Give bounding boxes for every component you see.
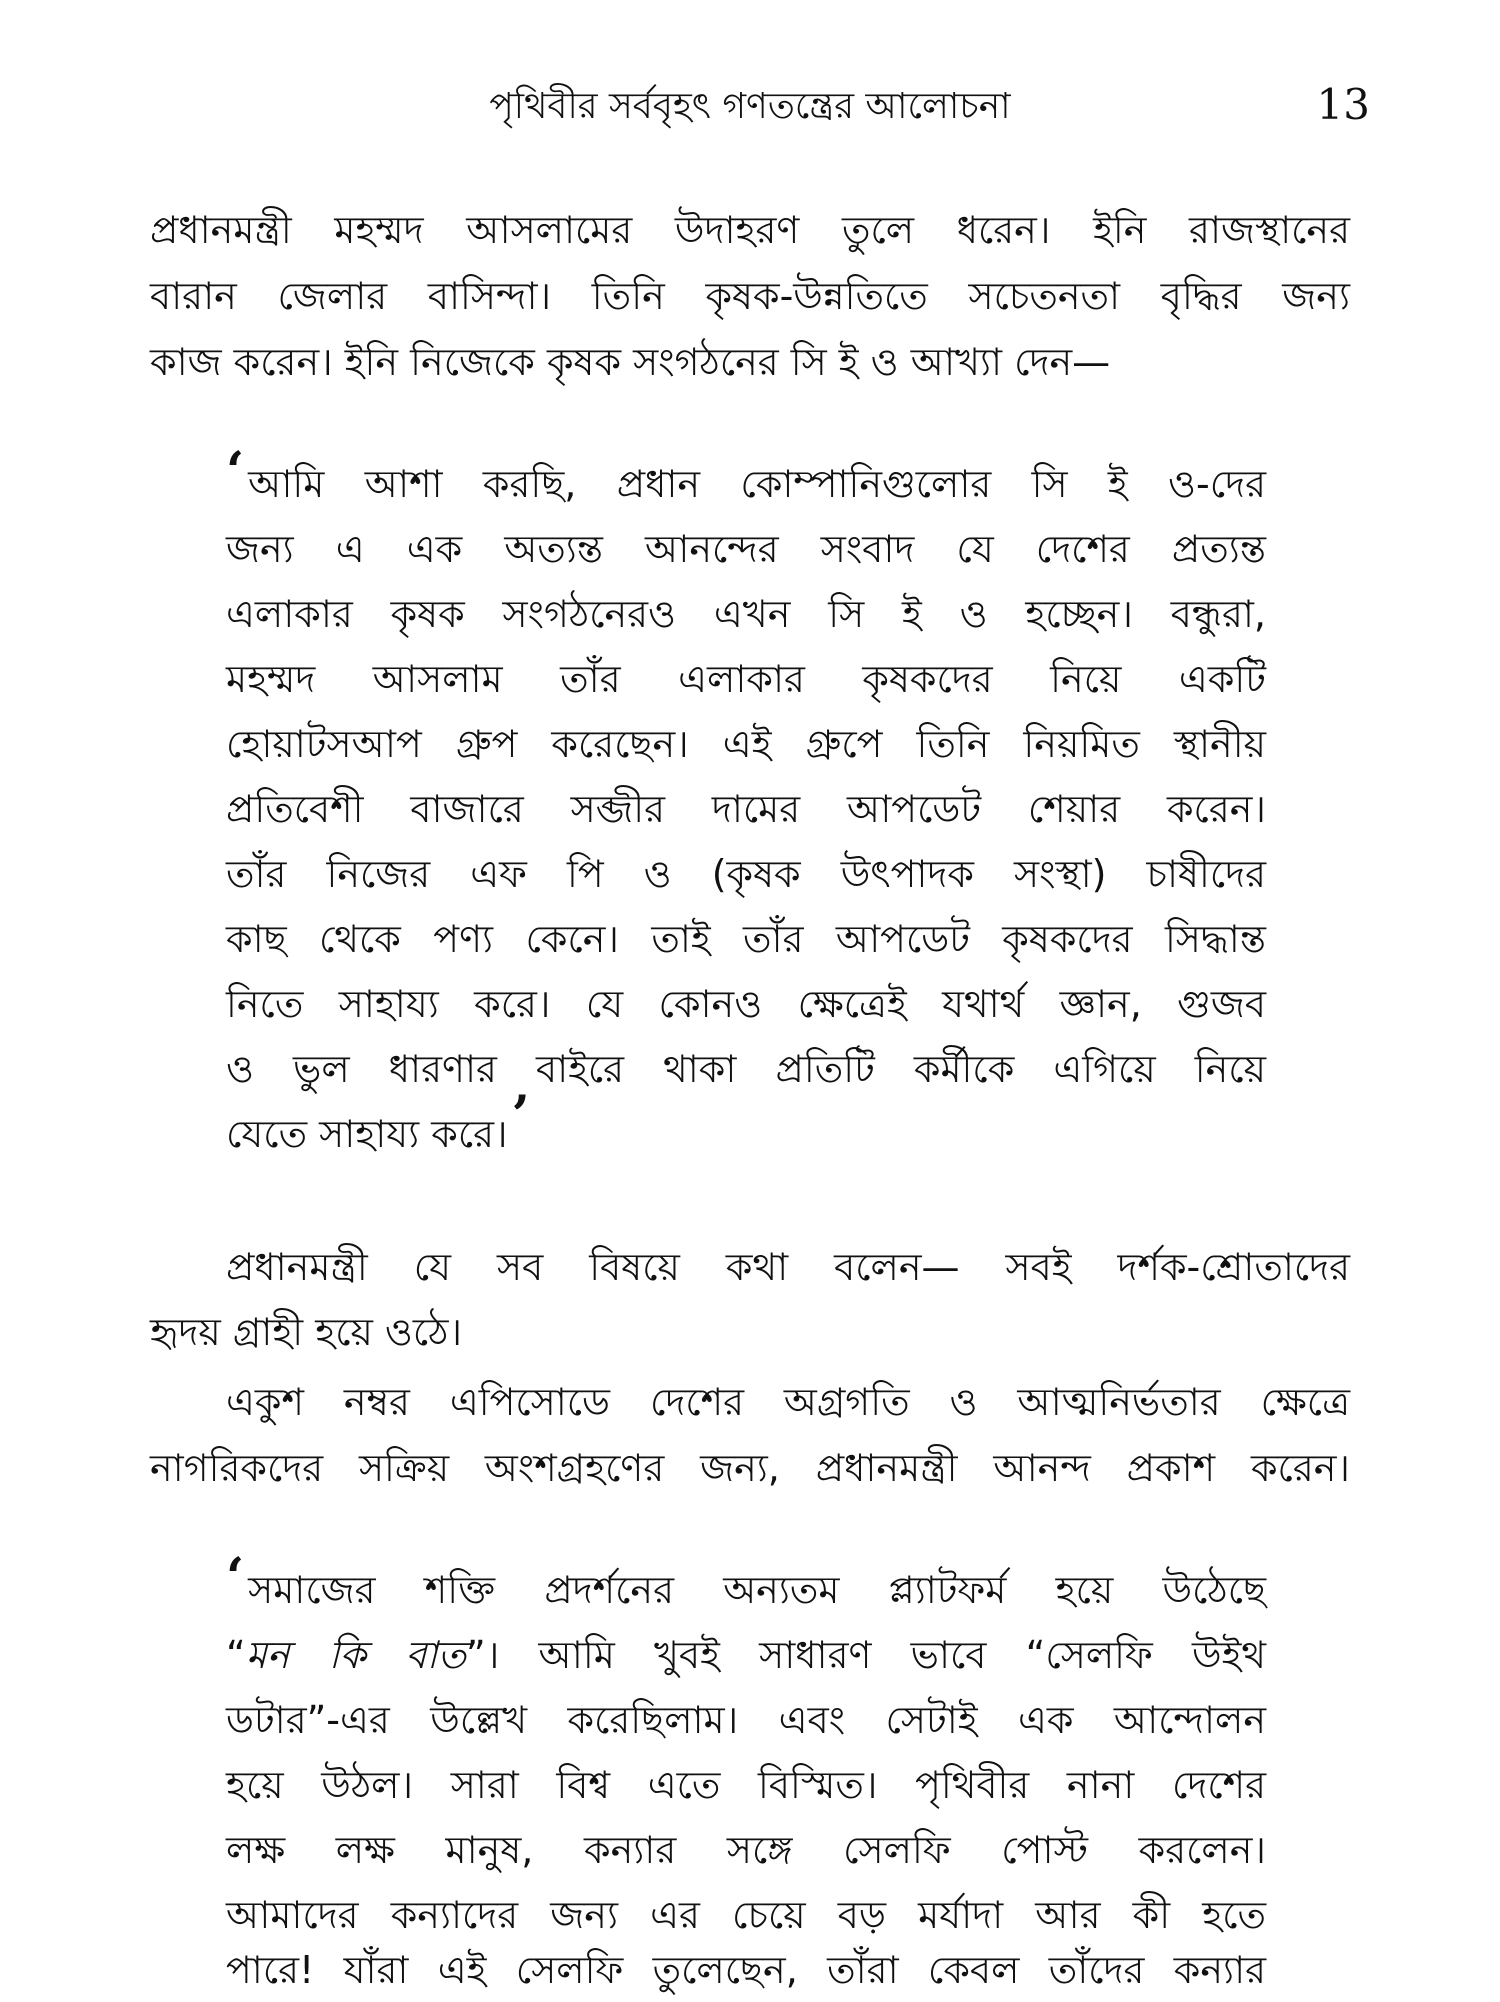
quote-2-line-7: পারে! যাঁরা এই সেলফি তুলেছেন, তাঁরা কেবল তাঁদের কন্যার <box>226 1948 1266 1992</box>
quote-2-line-4: হয়ে উঠল। সারা বিশ্ব এতে বিস্মিত। পৃথিবীর নানা দেশের <box>226 1763 1266 1807</box>
quote-1-line-9: নিতে সাহায্য করে। যে কোনও ক্ষেত্রেই যথার্থ জ্ঞান, গুজব <box>226 982 1266 1026</box>
quote-1-line-6: প্রতিবেশী বাজারে সব্জীর দামের আপডেট শেয়ার করেন। <box>226 787 1266 831</box>
quote-1-line-2: জন্য এ এক অত্যন্ত আনন্দের সংবাদ যে দেশের প্রত্যন্ত <box>226 527 1266 571</box>
paragraph-1-line-2: বারান জেলার বাসিন্দা। তিনি কৃষক-উন্নতিতে সচেতনতা বৃদ্ধির জন্য <box>150 274 1350 318</box>
quote-1-line-4: মহম্মদ আসলাম তাঁর এলাকার কৃষকদের নিয়ে একটি <box>226 657 1266 701</box>
quote-2-open-mark: ‘ <box>226 1547 245 1608</box>
quote-1-line-10: ও ভুল ধারণার বাইরে থাকা প্রতিটি কর্মীকে এগিয়ে নিয়ে <box>226 1047 1266 1091</box>
quote-2-line-2 <box>226 1623 1266 1687</box>
quote-1-close-mark: ’ <box>511 1085 530 1146</box>
quote-1-line-11-text: যেতে সাহায্য করে। <box>226 1112 508 1156</box>
paragraph-3-line-1: একুশ নম্বর এপিসোডে দেশের অগ্রগতি ও আত্মনির্ভতার ক্ষেত্রে <box>226 1380 1350 1424</box>
paragraph-1-line-1: প্রধানমন্ত্রী মহম্মদ আসলামের উদাহরণ তুলে ধরেন। ইনি রাজস্থানের <box>150 208 1350 252</box>
paragraph-2-line-2: হৃদয় গ্রাহী হয়ে ওঠে। <box>150 1310 463 1354</box>
quote-2-line-1 <box>226 1547 1266 1622</box>
quote-1-line-8: কাছ থেকে পণ্য কেনে। তাই তাঁর আপডেট কৃষকদের সিদ্ধান্ত <box>226 917 1266 961</box>
quote-1-line-1 <box>226 441 1266 516</box>
paragraph-2-line-1: প্রধানমন্ত্রী যে সব বিষয়ে কথা বলেন— সবই দর্শক-শ্রোতাদের <box>226 1245 1350 1289</box>
page-number: 13 <box>1316 80 1370 129</box>
quote-1-line-5: হোয়াটসআপ গ্রুপ করেছেন। এই গ্রুপে তিনি নিয়মিত স্থানীয় <box>226 722 1266 766</box>
quote-2-line-6: আমাদের কন্যাদের জন্য এর চেয়ে বড় মর্যাদা আর কী হতে <box>226 1893 1266 1937</box>
quote-1-open-mark: ‘ <box>226 441 245 502</box>
paragraph-3-line-2: নাগরিকদের সক্রিয় অংশগ্রহণের জন্য, প্রধানমন্ত্রী আনন্দ প্রকাশ করেন। <box>150 1446 1350 1490</box>
quote-2-title-italic: মন কি বাত <box>245 1633 467 1677</box>
quote-1-line-11 <box>226 1085 1266 1166</box>
running-header-title: পৃথিবীর সর্ববৃহৎ গণতন্ত্রের আলোচনা <box>489 86 1011 127</box>
quote-1-line-3: এলাকার কৃষক সংগঠনেরও এখন সি ই ও হচ্ছেন। বন্ধুরা, <box>226 592 1266 636</box>
quote-2-line-1-text: সমাজের শক্তি প্রদর্শনের অন্যতম প্ল্যাটফর্ম হয়ে উঠেছে <box>248 1568 1266 1612</box>
quote-2-line-2-text: ”। আমি খুবই সাধারণ ভাবে “সেলফি উইথ <box>466 1633 1266 1677</box>
quote-1-line-7: তাঁর নিজের এফ পি ও (কৃষক উৎপাদক সংস্থা) চাষীদের <box>226 852 1266 896</box>
quote-2-open-double-quote: “ <box>226 1633 246 1677</box>
quote-1-line-1-text: আমি আশা করছি, প্রধান কোম্পানিগুলোর সি ই ও-দের <box>248 462 1266 506</box>
paragraph-1-line-3: কাজ করেন। ইনি নিজেকে কৃষক সংগঠনের সি ই ও আখ্যা দেন— <box>150 340 1111 384</box>
quote-2-line-3: ডটার”-এর উল্লেখ করেছিলাম। এবং সেটাই এক আন্দোলন <box>226 1698 1266 1742</box>
quote-2-line-5: লক্ষ লক্ষ মানুষ, কন্যার সঙ্গে সেলফি পোস্ট করলেন। <box>226 1828 1266 1872</box>
